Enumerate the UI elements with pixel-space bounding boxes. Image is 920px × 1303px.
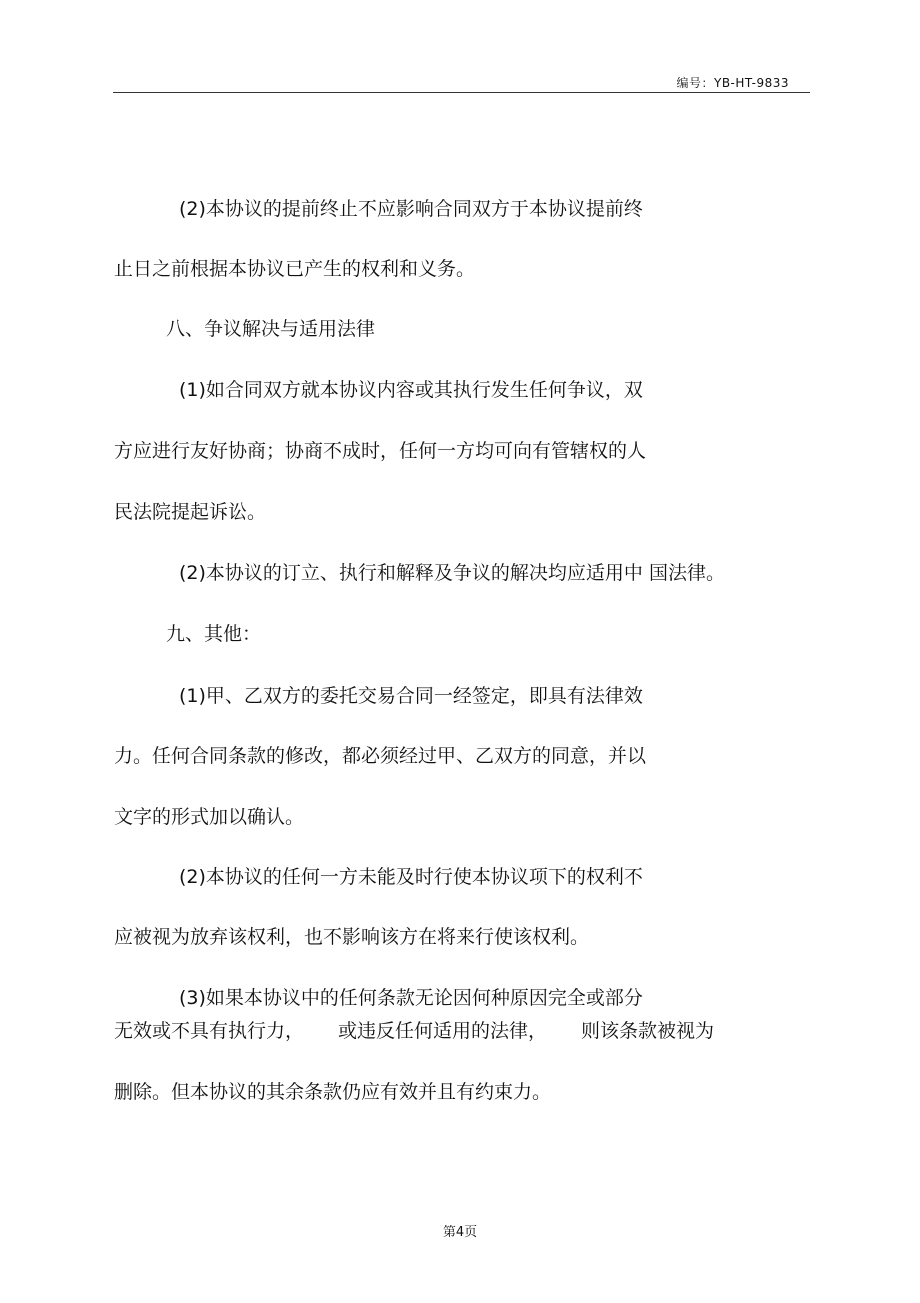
clause-9-2-line-1: (2)本协议的任何一方未能及时行使本协议项下的权利不 (179, 866, 643, 888)
section-8-heading: 八、争议解决与适用法律 (166, 318, 376, 340)
clause-8-2-line-1: (2)本协议的订立、执行和解释及争议的解决均应适用中 国法律。 (179, 562, 725, 584)
clause-9-1-line-1: (1)甲、乙双方的委托交易合同一经签定，即具有法律效 (179, 685, 643, 707)
clause-8-1-line-1: (1)如合同双方就本协议内容或其执行发生任何争议，双 (179, 379, 643, 401)
page-number: 第4页 (442, 1225, 478, 1240)
clause-7-2-line-2: 止日之前根据本协议已产生的权利和义务。 (114, 258, 476, 280)
clause-9-3-line-1: (3)如果本协议中的任何条款无论因何种原因完全或部分 (179, 987, 643, 1009)
clause-7-2-line-1: (2)本协议的提前终止不应影响合同双方于本协议提前终 (179, 198, 643, 220)
clause-9-3-line-3: 删除。但本协议的其余条款仍应有效并且有约束力。 (114, 1081, 552, 1103)
clause-8-1-line-2: 方应进行友好协商；协商不成时，任何一方均可向有管辖权的人 (114, 440, 647, 462)
document-code: 编号：YB-HT-9833 (676, 76, 789, 90)
clause-9-1-line-2: 力。任何合同条款的修改，都必须经过甲、乙双方的同意，并以 (114, 745, 647, 767)
clause-9-1-line-3: 文字的形式加以确认。 (114, 806, 305, 828)
section-9-heading: 九、其他： (166, 623, 262, 645)
clause-9-3-part-1: 无效或不具有执行力， (114, 1020, 305, 1042)
clause-9-3-part-2: 或违反任何适用的法律， (338, 1020, 548, 1042)
clause-9-3-part-3: 则该条款被视为 (581, 1020, 715, 1042)
clause-9-2-line-2: 应被视为放弃该权利，也不影响该方在将来行使该权利。 (114, 926, 590, 948)
header-divider (113, 92, 810, 93)
clause-9-3-line-2 (114, 1019, 714, 1043)
clause-8-1-line-3: 民法院提起诉讼。 (114, 501, 267, 523)
